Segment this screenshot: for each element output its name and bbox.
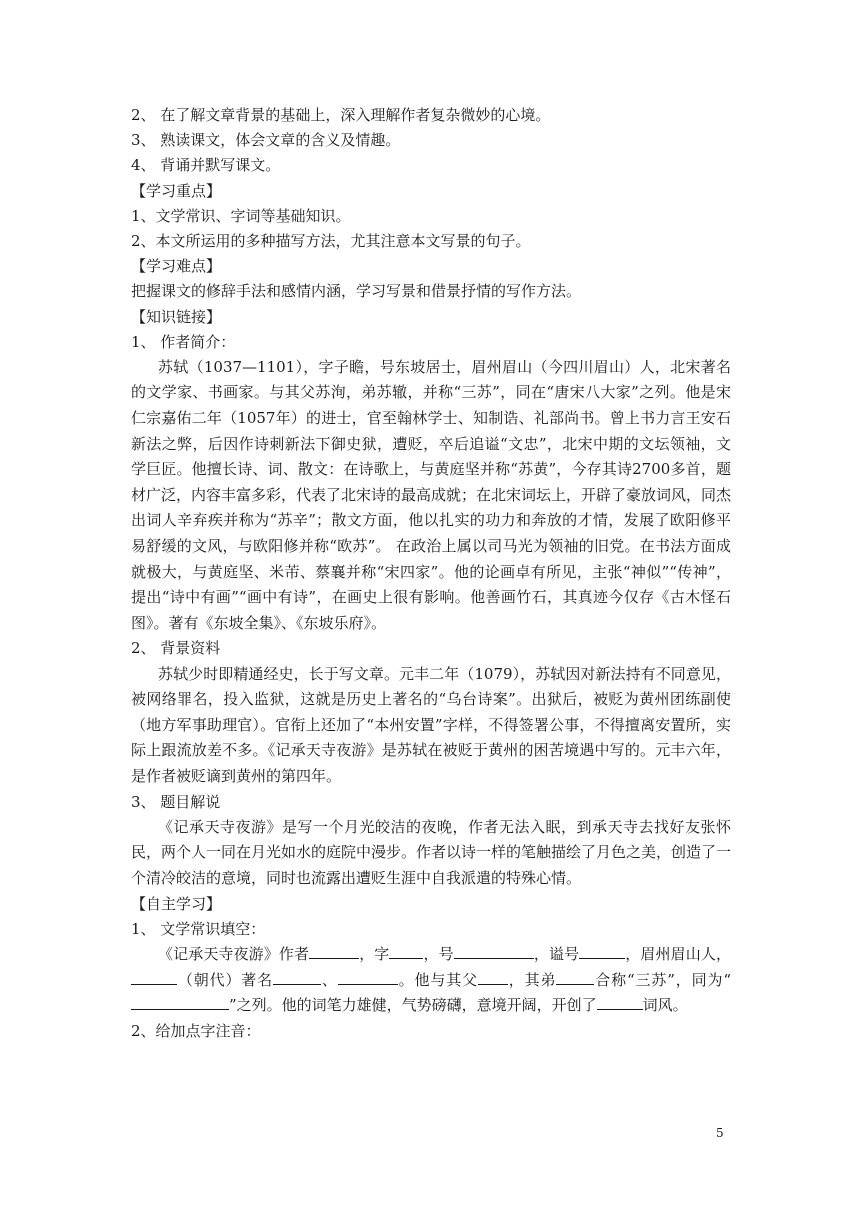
fill-text-2: ，字	[359, 944, 390, 963]
background-paragraph: 苏轼少时即精通经史，长于写文章。元丰二年（1079），苏轼因对新法持有不同意见，被网络罪名，投入监狱，这就是历史上著名的“乌台诗案”。出狱后，被贬为黄州团练副使（地方军事助理官）。官衔上还加了“本州安置”字样，不得签署公事，不得擅离安置所，实际上跟流放差不多。《记承天寺夜游》是苏轼在被贬于黄州的困苦境遇中写的。元丰六年，是作者被贬谪到黄州的第四年。	[131, 664, 731, 785]
section-heading-knowledge: 【知识链接】	[131, 307, 222, 326]
difficulty-text: 把握课文的修辞手法和感情内涵，学习写景和借景抒情的写作方法。	[131, 282, 582, 301]
goal-item-3: 3、 熟读课文，体会文章的含义及情趣。	[131, 131, 401, 150]
fill-text-12: 词风。	[642, 996, 688, 1015]
subheading-title-explanation: 3、 题目解说	[131, 792, 221, 811]
fill-text-1: 《记承天寺夜游》作者	[158, 944, 310, 963]
fill-text-4: ，谥号	[533, 944, 580, 963]
page-number: 5	[716, 1126, 724, 1140]
fill-text-9: ，其弟	[507, 970, 557, 989]
fill-text-8: 。他与其父	[397, 970, 478, 989]
title-explanation-paragraph: 《记承天寺夜游》是写一个月光皎洁的夜晚，作者无法入眠，到承天寺去找好友张怀民，两个人一同在月光如水的庭院中漫步。作者以诗一样的笔触描绘了月色之美，创造了一个清冷皎洁的意境，同时也流露出遭贬生涯中自我派遣的特殊心情。	[131, 817, 732, 887]
blank-role-2[interactable]	[338, 969, 398, 985]
blank-father[interactable]	[478, 969, 508, 985]
blank-author[interactable]	[309, 943, 359, 959]
exercise-1-title: 1、 文学常识填空：	[131, 919, 266, 938]
fill-text-6: （朝代）著名	[177, 970, 274, 989]
fill-text-3: ，号	[423, 944, 454, 963]
goal-item-2: 2、 在了解文章背景的基础上，深入理解作者复杂微妙的心境。	[131, 106, 551, 124]
blank-brother[interactable]	[556, 969, 594, 985]
blank-courtesy-name[interactable]	[389, 943, 423, 959]
key-point-2: 2、本文所运用的多种描写方法，尤其注意本文写景的句子。	[131, 231, 531, 250]
blank-role-1[interactable]	[273, 969, 321, 985]
fill-text-11: ”之列。他的词笔力雄健，气势磅礴，意境开阔，开创了	[229, 996, 597, 1015]
blank-art-name[interactable]	[454, 943, 534, 959]
section-heading-self-study: 【自主学习】	[131, 894, 222, 913]
blank-group[interactable]	[131, 994, 229, 1010]
goal-item-4: 4、 背诵并默写课文。	[131, 156, 281, 175]
exercise-2-title: 2、给加点字注音：	[131, 1021, 261, 1040]
section-heading-difficulties: 【学习难点】	[131, 257, 222, 276]
fill-in-paragraph	[131, 942, 731, 1019]
subheading-background: 2、 背景资料	[131, 639, 221, 658]
fill-text-5: ，眉州眉山人，	[625, 944, 731, 963]
author-paragraph: 苏轼（1037—1101），字子瞻，号东坡居士，眉州眉山（今四川眉山）人，北宋著名的文学家、书画家。与其父苏洵，弟苏辙，并称“三苏”，同在“唐宋八大家”之列。他是宋仁宗嘉佑二年（1057年）的进士，官至翰林学士、知制诰、礼部尚书。曾上书力言王安石新法之弊，后因作诗刺新法下御史狱，遭贬，卒后追谥“文忠”，北宋中期的文坛领袖，文学巨匠。他擅长诗、词、散文：在诗歌上，与黄庭坚并称“苏黄”，今存其诗2700多首，题材广泛，内容丰富多彩，代表了北宋诗的最高成就；在北宋词坛上，开辟了豪放词风，同杰出词人辛弃疾并称为“苏辛”；散文方面，他以扎实的功力和奔放的才情，发展了欧阳修平易舒缓的文风，与欧阳修并称“欧苏”。 在政治上属以司马光为领袖的旧党。在书法方面成就极大，与黄庭坚、米芾、蔡襄并称“宋四家”。他的论画卓有所见，主张“神似”“传神”，提出“诗中有画”“画中有诗”，在画史上很有影响。他善画竹石，其真迹今仅存《古木怪石图》。著有《东坡全集》、《东坡乐府》。	[131, 357, 732, 632]
blank-dynasty[interactable]	[131, 969, 177, 985]
fill-text-7: 、	[321, 970, 338, 989]
section-heading-key-points: 【学习重点】	[131, 181, 222, 200]
blank-style[interactable]	[597, 994, 643, 1010]
blank-posthumous-name[interactable]	[579, 943, 625, 959]
page-content	[131, 103, 731, 1044]
fill-text-10: 合称“三苏”，同为“	[594, 970, 731, 989]
subheading-author: 1、 作者简介：	[131, 332, 236, 351]
key-point-1: 1、文学常识、字词等基础知识。	[131, 206, 351, 225]
